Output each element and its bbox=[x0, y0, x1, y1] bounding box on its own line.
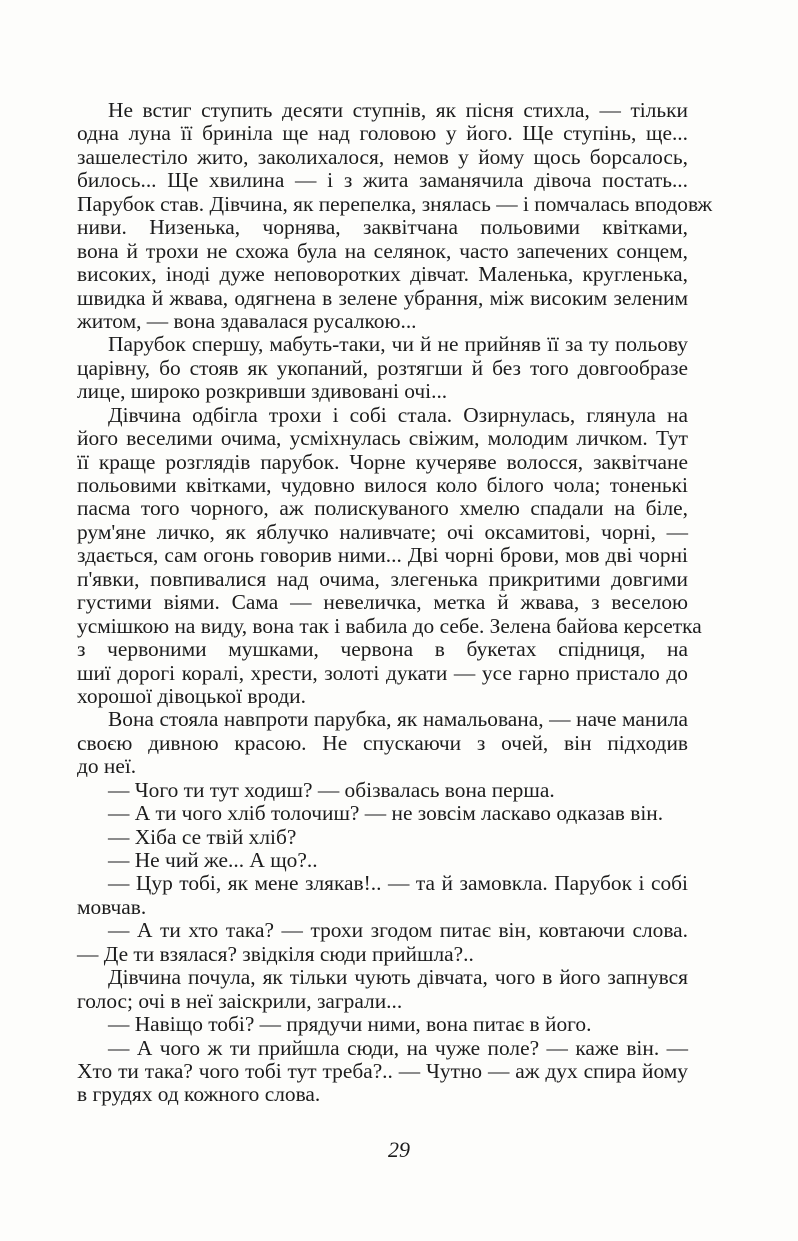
text-line: усмішкою на виду, вона так і вабила до себе. Зелена байова керсетка bbox=[77, 613, 702, 638]
text-line: — Не чий же... А що?.. bbox=[108, 848, 318, 872]
text-line: — Навіщо тобі? — прядучи ними, вона питає в його. bbox=[108, 1012, 592, 1037]
text-line: одна луна її бриніла ще над головою у його. Ще ступінь, ще... bbox=[77, 121, 688, 146]
text-line: здається, сам огонь говорив ними... Дві чорні брови, мов дві чорні bbox=[77, 543, 688, 568]
text-line: польовими квітками, чудовно вилося коло білого чола; тоненькі bbox=[77, 473, 688, 497]
text-line: вона й трохи не схожа була на селянок, часто запечених сонцем, bbox=[77, 238, 688, 263]
text-line: в грудях од кожного слова. bbox=[77, 1082, 321, 1107]
text-line: Дівчина одбігла трохи і собі стала. Озирнулась, глянула на bbox=[108, 402, 688, 427]
text-line: шиї дорогі коралі, хрести, золоті дукати — усе гарно пристало до bbox=[77, 660, 688, 685]
text-line: її краще розглядів парубок. Чорне кучеряве волосся, заквітчане bbox=[77, 449, 688, 474]
text-line: Парубок спершу, мабуть-таки, чи й не прийняв її за ту польову bbox=[108, 332, 688, 357]
text-line: — А ти хто така? — трохи згодом питає він, ковтаючи слова. bbox=[108, 918, 688, 943]
text-line: п'явки, повпивалися над очима, злегенька прикритими довгими bbox=[77, 566, 688, 591]
text-line: рум'яне личко, як яблучко наливчате; очі оксамитові, чорні, — bbox=[77, 519, 688, 544]
text-line: билось... Ще хвилина — і з жита заманячила дівоча постать... bbox=[77, 168, 688, 193]
text-line: царівну, бо стояв як укопаний, розтягши й без того довгообразе bbox=[77, 355, 688, 380]
text-line: своєю дивною красою. Не спускаючи з очей, він підходив bbox=[77, 730, 688, 755]
text-line: мовчав. bbox=[77, 894, 147, 919]
text-line: з червоними мушками, червона в букетах спідниця, на bbox=[77, 637, 688, 662]
text-line: — Хіба се твій хліб? bbox=[108, 824, 297, 849]
text-line: густими віями. Сама — невеличка, метка й жвава, з веселою bbox=[77, 590, 688, 615]
text-line: ниви. Низенька, чорнява, заквітчана польовими квітками, bbox=[77, 215, 688, 240]
text-line: житом, — вона здавалася русалкою... bbox=[77, 308, 417, 333]
page-number: 29 bbox=[388, 1137, 410, 1162]
text-line: Не встиг ступить десяти ступнів, як пісня стихла, — тільки bbox=[108, 98, 688, 122]
text-line: Хто ти така? чого тобі тут треба?.. — Чутно — аж дух спира йому bbox=[77, 1058, 688, 1083]
text-line: голос; очі в неї заіскрили, заграли... bbox=[77, 988, 403, 1013]
text-line: його веселими очима, усміхнулась свіжим, молодим личком. Тут bbox=[77, 426, 688, 451]
text-line: хорошої дівоцької вроди. bbox=[77, 683, 306, 708]
text-line: — Де ти взялася? звідкіля сюди прийшла?.. bbox=[77, 941, 474, 966]
text-line: Вона стояла навпроти парубка, як намальована, — наче манила bbox=[108, 707, 688, 732]
text-line: швидка й жвава, одягнена в зелене убрання, між високим зеленим bbox=[77, 285, 688, 310]
text-line: Парубок став. Дівчина, як перепелка, знялась — і помчалась вподовж bbox=[77, 191, 713, 216]
text-line: пасма того чорного, аж полискуваного хмелю спадали на біле, bbox=[77, 496, 688, 521]
text-line: Дівчина почула, як тільки чують дівчата, чого в його запнувся bbox=[108, 965, 688, 990]
text-line: високих, іноді дуже неповоротких дівчат. Маленька, кругленька, bbox=[77, 262, 688, 287]
text-line: до неї. bbox=[77, 754, 137, 779]
text-line: — Чого ти тут ходиш? — обізвалась вона перша. bbox=[108, 777, 555, 802]
text-line: — А чого ж ти прийшла сюди, на чуже поле? — каже він. — bbox=[108, 1035, 688, 1060]
text-line: — А ти чого хліб толочиш? — не зовсім ласкаво одказав він. bbox=[108, 801, 664, 826]
body-text bbox=[77, 98, 713, 1107]
text-line: лице, широко розкривши здивовані очі... bbox=[77, 379, 448, 404]
text-line: зашелестіло жито, заколихалося, немов у йому щось борсалось, bbox=[77, 144, 688, 169]
text-line: — Цур тобі, як мене злякав!.. — та й замовкла. Парубок і собі bbox=[108, 871, 688, 896]
